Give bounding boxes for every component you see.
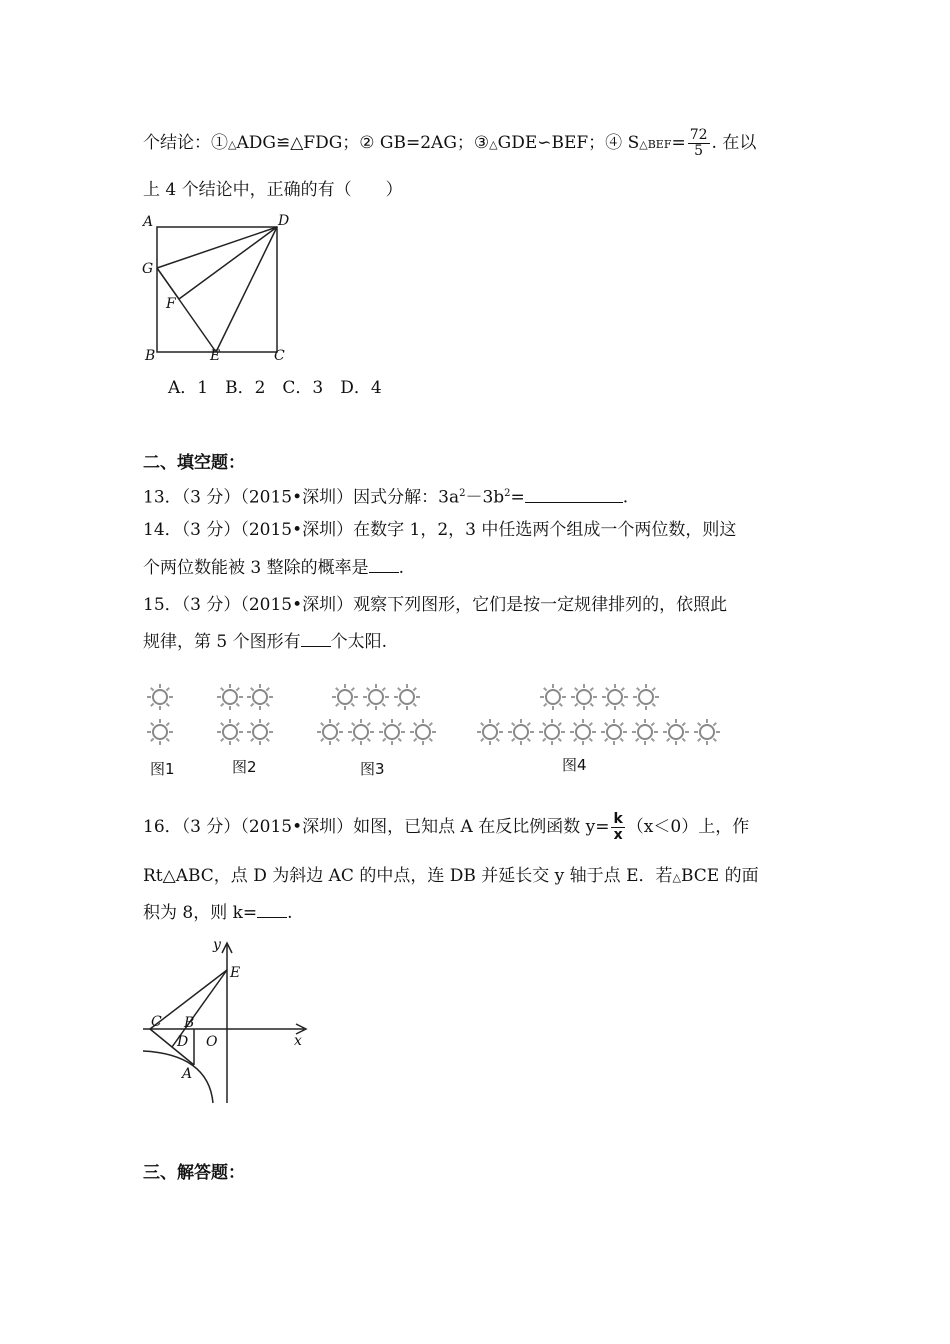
- sun-icon: [570, 719, 596, 745]
- square-figure: [140, 210, 300, 370]
- sun-icon: [348, 719, 374, 745]
- label-B: B: [145, 348, 156, 364]
- answer-blank: [257, 901, 287, 918]
- q16-line2: Rt△ABC，点 D 为斜边 AC 的中点，连 DB 并延长交 y 轴于点 E．若△BCE 的面: [143, 866, 759, 886]
- section2-title: 二、填空题：: [143, 453, 245, 473]
- section3-title: 三、解答题：: [143, 1163, 245, 1183]
- sun-icon: [632, 719, 658, 745]
- sun-icon: [247, 719, 273, 745]
- sun-icon: [379, 719, 405, 745]
- label-E: E: [230, 965, 241, 981]
- sun-pattern-figure: [140, 680, 740, 750]
- label-D: D: [177, 1034, 189, 1050]
- label-y: y: [213, 937, 221, 953]
- label-E: E: [210, 348, 221, 364]
- sun-icon: [633, 684, 659, 710]
- sun-icon: [571, 684, 597, 710]
- label-G: G: [142, 261, 154, 277]
- label-O: O: [206, 1034, 218, 1050]
- sun-icon: [540, 684, 566, 710]
- q16-line3: 积为 8，则 k= .: [143, 903, 293, 923]
- label-A: A: [143, 214, 154, 230]
- label-A: A: [182, 1066, 193, 1082]
- answer-blank: [369, 556, 399, 573]
- fig1-label: 图1: [150, 760, 175, 778]
- sun-icon: [601, 719, 627, 745]
- label-C: C: [151, 1014, 162, 1030]
- q12-options: A．1 B．2 C．3 D．4: [168, 378, 382, 398]
- q12-line1: 个结论：①△ADG≌△FDG；② GB=2AG；③△GDE∽BEF；④ S△BEF= $\frac{72}{5}$ . 在以: [143, 127, 757, 159]
- q14-line2: 个两位数能被 3 整除的概率是 .: [143, 558, 405, 578]
- label-B: B: [184, 1015, 195, 1031]
- sun-icon: [477, 719, 503, 745]
- sun-icon: [539, 719, 565, 745]
- sun-icon: [217, 719, 243, 745]
- fraction-72-5: $\frac{72}{5}$: [689, 127, 708, 159]
- fraction-k-x: $\frac{k}{x}$: [613, 811, 623, 843]
- q13: 13．（3 分）（2015•深圳）因式分解：$3a^2-3b^2=$ .: [143, 487, 629, 508]
- sun-icon: [410, 719, 436, 745]
- sun-icon: [508, 719, 534, 745]
- fig4-label: 图4: [562, 756, 587, 774]
- label-D: D: [278, 213, 290, 229]
- sun-icon: [147, 684, 173, 710]
- sun-icon: [363, 684, 389, 710]
- q15-line1: 15．（3 分）（2015•深圳）观察下列图形，它们是按一定规律排列的，依照此: [143, 595, 728, 615]
- label-C: C: [274, 348, 285, 364]
- sun-icon: [394, 684, 420, 710]
- label-x: x: [294, 1033, 302, 1049]
- sun-icon: [247, 684, 273, 710]
- sun-icon: [694, 719, 720, 745]
- sun-icon: [602, 684, 628, 710]
- q15-line2: 规律，第 5 个图形有 个太阳.: [143, 632, 388, 652]
- sun-icon: [217, 684, 243, 710]
- hyperbola-figure: [140, 935, 320, 1107]
- fig3-label: 图3: [360, 760, 385, 778]
- sun-icon: [147, 719, 173, 745]
- fig2-label: 图2: [232, 758, 257, 776]
- label-F: F: [166, 296, 176, 312]
- sun-icon: [663, 719, 689, 745]
- q12-line2: 上 4 个结论中，正确的有（ ）: [143, 180, 403, 200]
- q14-line1: 14．（3 分）（2015•深圳）在数字 1，2，3 中任选两个组成一个两位数，则这: [143, 520, 737, 540]
- q16-line1: 16．（3 分）（2015•深圳）如图，已知点 A 在反比例函数 y= $\frac{k}{x}$ （x＜0）上，作: [143, 811, 750, 843]
- sun-icon: [332, 684, 358, 710]
- answer-blank: [301, 630, 331, 647]
- answer-blank: [525, 486, 623, 503]
- sun-icon: [317, 719, 343, 745]
